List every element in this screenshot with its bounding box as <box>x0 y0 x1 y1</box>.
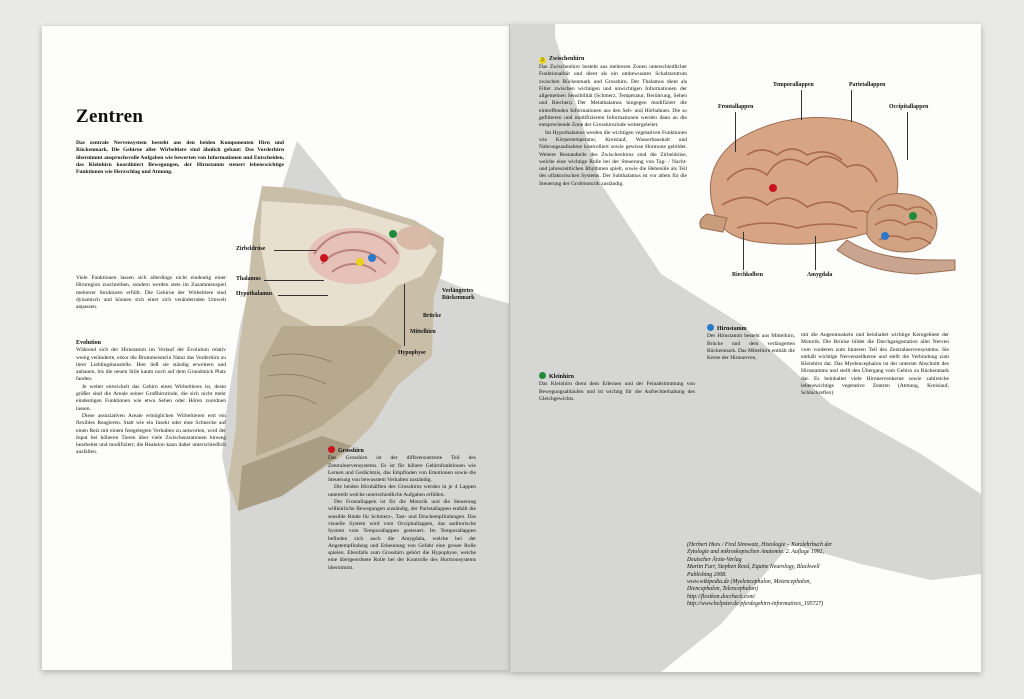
label-mittelhirn: Mittelhirn <box>410 329 436 335</box>
label-zirbeldruese: Zirbeldrüse <box>236 246 266 252</box>
kleinhirn-section: Kleinhirn Das Kleinhirn dient dem Erlernen und der Feinabstimmung von Bewegungsabläufen und ist wichtig für die Aufrechterhaltung des Gleichgewichts. <box>539 374 695 402</box>
label-parietallappen: Parietallappen <box>849 82 886 88</box>
zwischenhirn-number-badge: 2 <box>539 57 546 64</box>
brain-marker-red <box>769 184 777 192</box>
kleinhirn-heading: Kleinhirn <box>549 374 575 380</box>
marker-yellow <box>356 258 364 266</box>
label-verlaengertes-rueckenmark: Verlängertes Rückenmark <box>442 288 475 301</box>
label-riechkolben: Riechkolben <box>732 272 763 278</box>
kleinhirn-dot-icon <box>539 372 546 379</box>
brain-illustration <box>697 110 957 280</box>
grosshirn-section: Grosshirn Das Grosshirn ist der differenzierteste Teil des Zentralnervensystems. Es ist für höhere Gehirnfunktionen wie Lernen und Gedächtnis, das Empfinden von Emotionen sowie die Steuerung von bewusstem Verhalten zuständig. Die beiden Hirnhälften des Grosshirns werden in je 4 Lappen unterteilt welche unterschiedliche Aufgaben erfüllen. Der Frontallappen ist für die Motorik und die Steuerung willkürliche Bewegungen zuständig, der Parietallappen enthält die sensible Rinde für Schmerz-, Tast- und Druckempfindungen. Das visuelle System wird vom Occipitallappen, das auditorische System vom Temporallappen gesteuert. Im Temporallappen befinden sich auch die Amygdala, welche bei der Angstempfindung und Erkennung von Gefahr eine grosse Rolle spielen. Ebenfalls zum Grosshirn gehört die Hypophyse, welche eine übergeordnete Rolle bei der Kontrolle des Hormonsystems übernimmt. <box>328 448 476 571</box>
zwischenhirn-heading: Zwischenhirn <box>549 56 585 62</box>
functions-paragraph: Viele Funktionen lassen sich allerdings nicht eindeutig einer Hirnregion zuschreiben, sondern werden stets im Zusammenspiel mehrerer Strukturen erfüllt. Die Gehirne der Wirbeltiere sind dynamisch und können sich einer sich verändernden Umwelt anpassen. <box>76 275 226 311</box>
hirnstamm-section: Hirnstamm Der Hirnstamm besteht aus Mittelhirn, Brücke und dem verlängerten Rückenmark. Das Mittelhirn enthält die Kerne der Hirnnerven, <box>707 326 795 362</box>
zwischenhirn-section: 2 Zwischenhirn Das Zwischenhirn besteht aus mehreren Zonen unterschiedlicher Funktionalität und dient als ein umbewusstes Schaltzentrum zwischen Rückenmark und Grosshirn. Der Thalamus dient als Filter zwischen wichtigen und unwichtigen Informationen der allgemeinen Sensibilität (Schmerz, Temperatur, Berührung, Sehen und Riechen). Der Metathalamus hingegen modifiziert die eintreffenden Informationen aus den Seh- und Hörbahnen. Die so gefilterten und modifizierten Informationen werden dann an die entsprechende Zone der Grosshirnrinde weitergeleitet. Im Hypothalamus werden die wichtigen vegetativen Funktionen wie Körpertemperatur, Kreislauf, Wasserhaushalt und Nahrungsaufnahme kontrolliert sowie gewisse Hormone gebildet. Weitere Bestandteile des Zwischenhirns sind die Zirbeldrüse, welche eine wichtige Rolle bei der Steuerung von Tag- / Nacht- und jahreszeitlichen Rhythmen spielt, sowie die Hebenüle als Teil des olfaktorischen Systems. Der Subthalamus ist vor allem für die Steuerung der Grobmotorik zuständig. <box>539 56 687 187</box>
brain-marker-blue <box>881 232 889 240</box>
label-hypophyse: Hypophyse <box>398 350 426 356</box>
references: (Herbert Hees / Fred Sinowatz, Histologie – Kurzlehrbuch der Zytologie und mikroskopischen Anatomie. 2. Auflage 1992, Deutscher Ärzte-Verlag Martin Furr, Stephen Reed, Equine Neurology, Blackwell Publishing 2008. www.wikipedia.de (Myelencephalon, Metencephalon, Diencephalon, Telencephalon) http://flexikon.doccheck.com/ http://www.helpster.de/pferdegehirn-informatives_195727) <box>687 542 833 608</box>
hirnstamm-heading: Hirnstamm <box>717 326 747 332</box>
hirnstamm-dot-icon <box>707 324 714 331</box>
marker-red <box>320 254 328 262</box>
hirnstamm-column-2: mit die Augenmuskeln und beinhaltet wichtige Kerngebiete der Motorik. Die Brücke bildet die Durchgangsstation aller Nerven vom vorderen zum hinteren Teil des Zentralnervensystems. Sie enthält wichtige Nervenzellkerne und stellt die Verbindung zum Kleinhirn dar. Das Myelencephalon ist der unterste Abschnitt des Hirnstamms und stellt den Übergang vom Gehirn zu Rückenmark dar. Es beinhaltet viele Hirnnervenkerne sowie zahlreiche lebenswichtige vegetative Zentren (Atmung, Kreislauf, Schluckreflex) <box>801 332 949 397</box>
label-bruecke: Brücke <box>423 313 442 319</box>
evolution-heading: Evolution <box>76 340 102 346</box>
marker-green <box>389 230 397 238</box>
label-hypothalamus: Hypothalamus <box>236 291 273 297</box>
marker-blue <box>368 254 376 262</box>
right-page <box>511 24 981 672</box>
brain-marker-green <box>909 212 917 220</box>
label-occipitallappen: Occipitallappen <box>889 104 929 110</box>
left-page <box>42 26 511 670</box>
label-frontallappen: Frontallappen <box>718 104 754 110</box>
grosshirn-heading: Grosshirn <box>338 448 364 454</box>
label-thalamus: Thalamus <box>236 276 261 282</box>
page-title: Zentren <box>76 106 144 127</box>
evolution-section: Evolution Während sich der Hirnstamm im Verlauf der Evolution relativ wenig veränderte, erkor die Brummeisterin Natur das Vorderhirn zu ihrer Lieblingsbaustelle. Hier ließ sie ständig erweitern und anbauen, bis die neuen Stile kaum noch auf dem Grundstück Platz fanden. Je weiter entwickelt das Gehirn eines Wirbeltieres ist, desto größer sind die Areale seiner Großhirnrinde, die sich nicht mehr eindeutigen Funktionen wie etwa Sehen oder Hören zuordnen lassen. Diese assoziativen Areale ermöglichen Wirbeltieren erst ein flexibles Reagieren. Statt wie ein Insekt oder eine Schnecke auf einen Reiz mit einem festgelegten Verhalten zu antworten, wird der Input bei höheren Tieren über viele Zwischenstationen hinweg bearbeitet und modifiziert; die Reaktion kann daher unterschiedlich ausfallen. <box>76 340 226 456</box>
intro-paragraph: Das zentrale Nervensystem besteht aus den beiden Komponenten Hirn und Rückenmark. Die Gehirne aller Wirbeltiere sind ähnlich gebaut: Das Vorderhirn übernimmt anspruchsvolle Aufgaben wie bewerten von Informationen und Entscheiden, das Kleinhirn koordiniert Bewegungen, der Hirnstamm steuert lebenswichtige Funktionen wie Herzschlag und Atmung. <box>76 140 284 176</box>
label-amygdala: Amygdala <box>807 272 833 278</box>
grosshirn-dot-icon <box>328 446 335 453</box>
label-temporallappen: Temporallappen <box>773 82 814 88</box>
